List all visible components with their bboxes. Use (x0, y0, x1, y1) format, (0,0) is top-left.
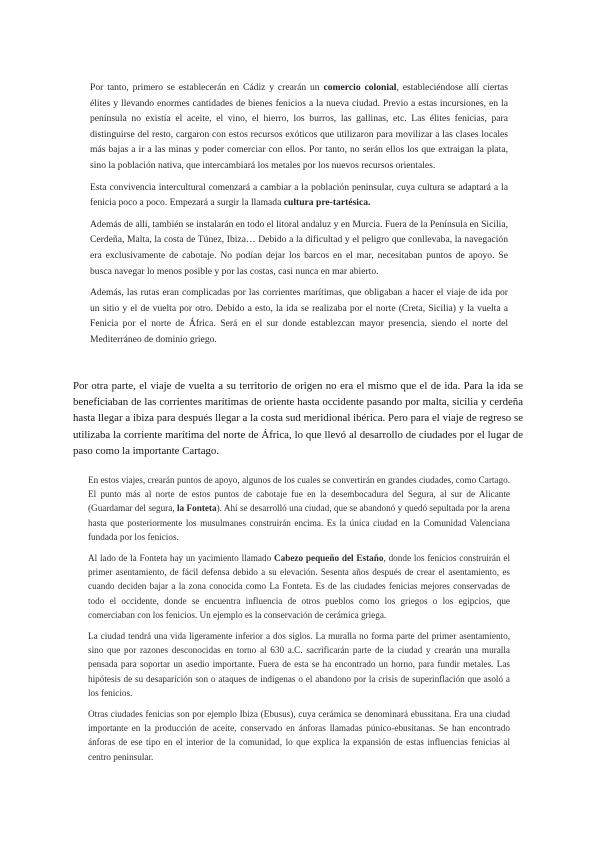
bold-term: Cabezo pequeño del Estaño (273, 553, 384, 564)
text-run: , estableciéndose allí ciertas élites y llevando enormes cantidades de bienes fenicios a la nueva ciudad. Previo a estas incursiones, en la península no existía el aceite, el vino, el hierro, los burros, las gallinas, etc. Las élites fenicias, para distinguirse del resto, cargaron con estos recursos exóticos que utilizaron para movilizar a las clases locales más bajas a ir a las minas y poder comerciar con ellos. Por tanto, no serán ellos los que extraigan la plata, sino la población nativa, que intercambiará los metales por los nuevos recursos orientales. (90, 82, 508, 171)
text-block-phoenician-cities (88, 473, 510, 764)
text-run: Esta convivencia intercultural comenzará a cambiar a la población peninsular, cuya cultura se adaptará a la fenicia poco a poco. Empezará a surgir la llamada (90, 181, 508, 209)
paragraph (88, 551, 510, 622)
paragraph (90, 180, 508, 211)
paragraph (88, 473, 510, 544)
paragraph (88, 629, 510, 700)
bold-term: cultura pre-tartésica. (283, 197, 371, 209)
text-block-return-route (73, 378, 523, 459)
text-run: Por otra parte, el viaje de vuelta a su territorio de origen no era el mismo que el de ida. Para la ida se beneficiaban de las corrientes marítimas de oriente hasta occidente pasando por malta, sicilia y cerdeña hasta llegar a ibiza para después llegar a la costa sud meridional ibérica. Pero para el viaje de regreso se utilizaba la corriente marítima del norte de África, lo que llevó al desarrollo de ciudades por el lugar de paso como la importante Cartago. (73, 380, 523, 457)
text-run: Además de allí, también se instalarán en todo el litoral andaluz y en Murcia. Fuera de la Península en Sicilia, Cerdeña, Malta, la costa de Túnez, Ibiza… Debido a la dificultad y el peligro que conllevaba, la navegación era exclusivamente de cabotaje. No podían dejar los barcos en el mar, necesitaban puntos de apoyo. Se busca navegar lo menos posible y por las costas, casi nunca en mar abierto. (90, 218, 508, 277)
paragraph (90, 217, 508, 279)
text-run: La ciudad tendrá una vida ligeramente inferior a dos siglos. La muralla no forma parte del primer asentamiento, sino que por razones desconocidas en torno al 630 a.C. sacrificarán parte de la ciudad y crearán una muralla pensada para soportar un asedio importante. Fuera de esta se ha encontrado un horno, para fundir metales. Las hipótesis de su desaparición son o ataques de indígenas o el abandono por la crisis de superinflación que asoló a los fenicios. (88, 631, 510, 698)
text-run: Por tanto, primero se establecerán en Cádiz y crearán un (90, 82, 324, 93)
bold-term: la Fonteta (176, 503, 217, 514)
text-run: ). Ahí se desarrolló una ciudad, que se abandonó y quedó sepultada por la arena hasta que posteriormente los musulmanes construirán encima. Es la única ciudad en la Comunidad Valenciana fundada por los fenicios. (88, 503, 510, 542)
text-run: Otras ciudades fenicias son por ejemplo Ibiza (Ebusus), cuya cerámica se denominará ebussitana. Era una ciudad importante en la producción de aceite, conservado en ánforas llamadas púnico-ebusitanas. Se han encontrado ánforas de ese tipo en el interior de la comunidad, lo que explica la expansión de estas influencias fenicias al centro peninsular. (88, 709, 510, 762)
paragraph (88, 707, 510, 764)
text-run: , donde los fenicios construirán el primer asentamiento, de fácil defensa debido a su elevación. Sesenta años después de crear el asentamiento, es cuando deciden bajar a la zona conocida como La Fonteta. Es de las ciudades fenicias mejores conservadas de todo el occidente, donde se encuentra influencia de otros pueblos como los griegos o los egipcios, que comerciaban con los fenicios. Un ejemplo es la conservación de cerámica griega. (88, 553, 511, 620)
text-run: Además, las rutas eran complicadas por las corrientes marítimas, que obligaban a hacer el viaje de ida por un sitio y el de vuelta por otro. Debido a esto, la ida se realizaba por el norte (Creta, Sicilia) y la vuelta a Fenicia por el norte de África. Será en el sur donde establezcan mayor presencia, siendo el norte del Mediterráneo de dominio griego. (90, 287, 508, 345)
paragraph (90, 285, 508, 347)
bold-term: comercio colonial (323, 82, 397, 93)
paragraph (73, 378, 523, 459)
text-run: Al lado de la Fonteta hay un yacimiento llamado (88, 553, 274, 564)
text-block-colonial-commerce (90, 80, 508, 348)
paragraph (90, 80, 508, 174)
text-run: En estos viajes, crearán puntos de apoyo, algunos de los cuales se convertirán en grandes ciudades, como Cartago. El punto más al norte de estos puntos de cabotaje fue en la desembocadura del Segura, al sur de Alicante (Guardamar del segura, (88, 475, 510, 514)
